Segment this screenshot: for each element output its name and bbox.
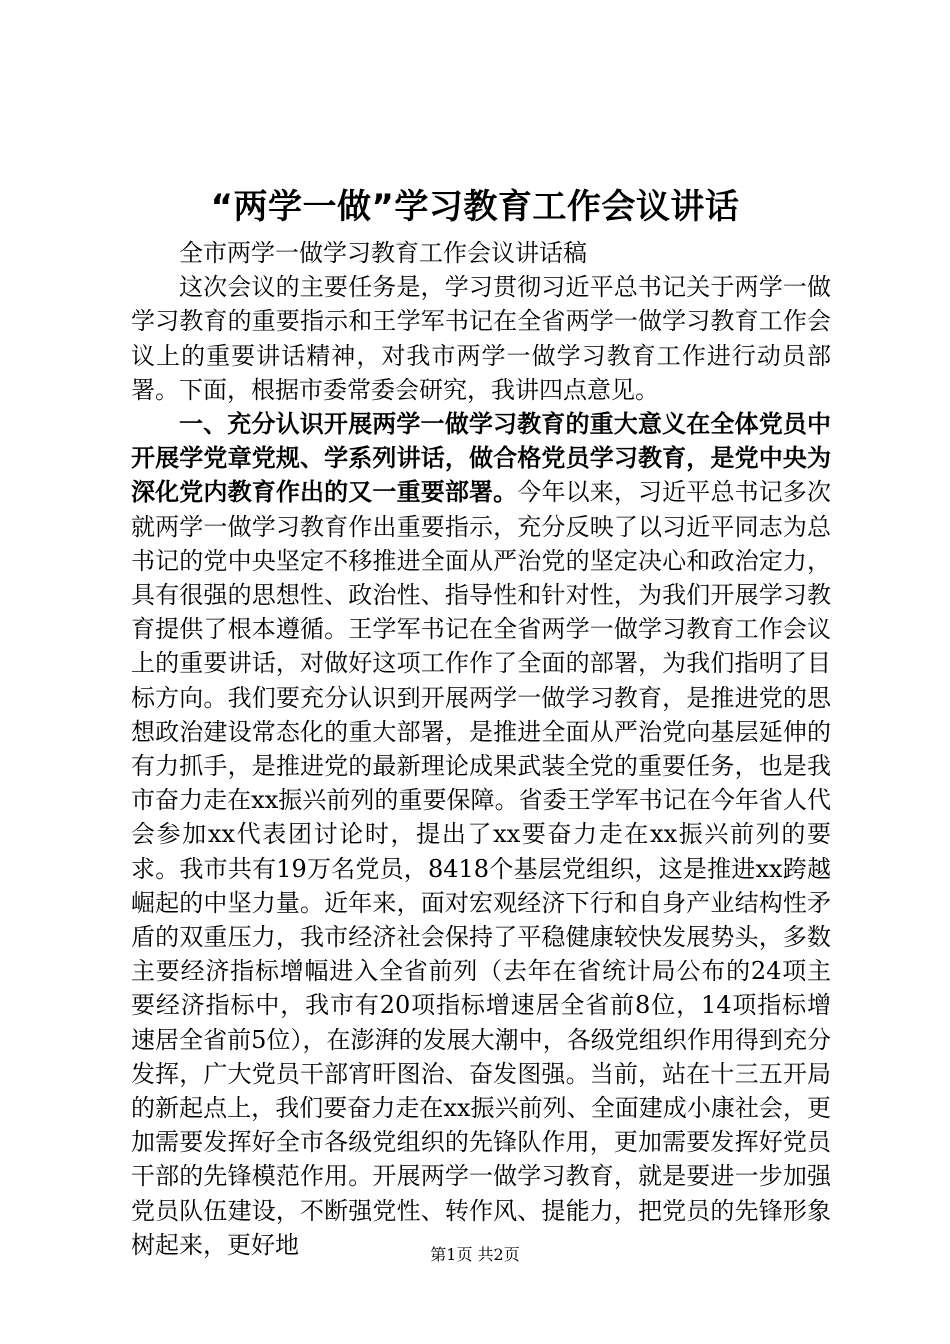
subtitle-line: 全市两学一做学习教育工作会议讲话稿 (179, 239, 587, 267)
page-footer: 第1页 共2页 (430, 1245, 520, 1264)
section-1-body: 今年以来，习近平总书记多次就两学一做学习教育作出重要指示，充分反映了以习近平同志为总书记的党中央坚定不移推进全面从严治党的坚定决心和政治定力，具有很强的思想性、政治性、指导性和针对性，为我们开展学习教育提供了根本遵循。王学军书记在全省两学一做学习教育工作会议上的重要讲话，对做好这项工作作了全面的部署，为我们指明了目标方向。我们要充分认识到开展两学一做学习教育，是推进党的思想政治建设常态化的重大部署，是推进全面从严治党向基层延伸的有力抓手，是推进党的最新理论成果武装全党的重要任务，也是我市奋力走在xx振兴前列的重要保障。省委王学军书记在今年省人代会参加xx代表团讨论时，提出了xx要奋力走在xx振兴前列的要求。我市共有19万名党员，8418个基层党组织，这是推进xx跨越崛起的中坚力量。近年来，面对宏观经济下行和自身产业结构性矛盾的双重压力，我市经济社会保持了平稳健康较快发展势头，多数主要经济指标增幅进入全省前列（去年在省统计局公布的24项主要经济指标中，我市有20项指标增速居全省前8位，14项指标增速居全省前5位），在澎湃的发展大潮中，各级党组织作用得到充分发挥，广大党员干部宵旰图治、奋发图强。当前，站在十三五开局的新起点上，我们要奋力走在xx振兴前列、全面建成小康社会，更加需要发挥好全市各级党组织的先锋队作用，更加需要发挥好党员干部的先锋模范作用。开展两学一做学习教育，就是要进一步加强党员队伍建设，不断强党性、转作风、提能力，把党员的先锋形象树起来，更好地 (131, 478, 832, 1259)
document-title: “两学一做”学习教育工作会议讲话 (210, 187, 740, 227)
document-body (131, 236, 831, 1262)
section-1-paragraph (131, 407, 831, 1262)
section-1-heading: 一、充分认识开展两学一做学习教育的重大意义在全体党员中开展学党章党规、学系列讲话，做合格党员学习教育，是党中央为深化党内教育作出的又一重要部署。 (131, 410, 831, 507)
paragraph-intro: 这次会议的主要任务是，学习贯彻习近平总书记关于两学一做学习教育的重要指示和王学军书记在全省两学一做学习教育工作会议上的重要讲话精神，对我市两学一做学习教育工作进行动员部署。下面，根据市委常委会研究，我讲四点意见。 (131, 273, 831, 404)
